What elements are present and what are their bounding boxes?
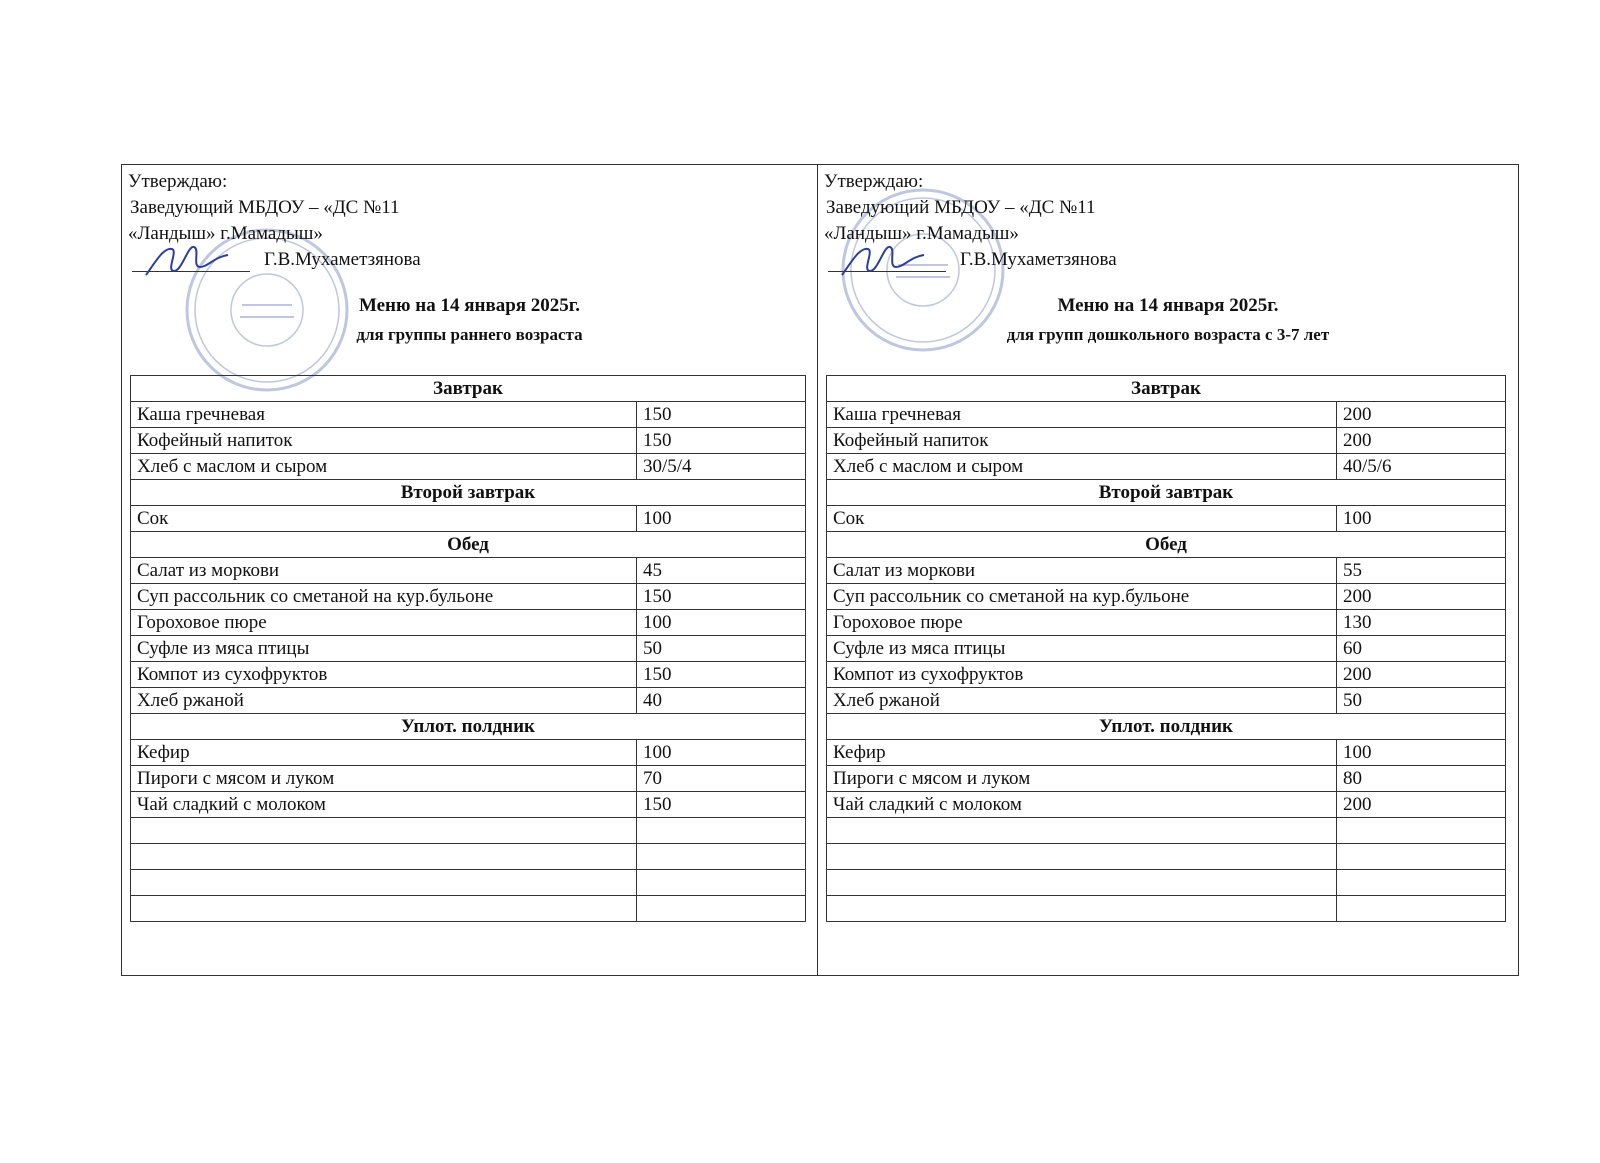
dish-amount: 55 — [1337, 558, 1506, 584]
signature-row — [824, 247, 1117, 275]
dish-name: Суфле из мяса птицы — [827, 636, 1337, 662]
table-row — [827, 688, 1506, 714]
table-row — [827, 428, 1506, 454]
menu-table — [130, 375, 806, 922]
dish-amount: 100 — [637, 506, 806, 532]
signer-name: Г.В.Мухаметзянова — [264, 249, 421, 270]
menu-subtitle: для группы раннего возраста — [356, 325, 583, 344]
dish-name: Гороховое пюре — [131, 610, 637, 636]
early-age-menu — [122, 165, 818, 975]
table-row — [827, 506, 1506, 532]
dish-amount: 40 — [637, 688, 806, 714]
empty-row — [131, 870, 806, 896]
org-line: «Ландыш» г.Мамадыш» — [128, 223, 323, 244]
dish-name: Чай сладкий с молоком — [131, 792, 637, 818]
dish-name: Кофейный напиток — [131, 428, 637, 454]
empty-row — [131, 844, 806, 870]
dish-name: Кефир — [827, 740, 1337, 766]
approval-block — [824, 169, 1117, 275]
table-row — [827, 636, 1506, 662]
dish-amount: 100 — [1337, 506, 1506, 532]
dish-name: Пироги с мясом и луком — [827, 766, 1337, 792]
dish-name: Компот из сухофруктов — [131, 662, 637, 688]
table-row — [131, 740, 806, 766]
dish-amount: 100 — [637, 740, 806, 766]
dish-name: Хлеб с маслом и сыром — [131, 454, 637, 480]
dish-amount: 150 — [637, 428, 806, 454]
dish-name: Суп рассольник со сметаной на кур.бульоне — [827, 584, 1337, 610]
menu-title: Меню на 14 января 2025г. — [358, 295, 581, 316]
dish-name: Кофейный напиток — [827, 428, 1337, 454]
signature-row — [128, 247, 421, 275]
table-row — [131, 558, 806, 584]
dish-amount: 200 — [1337, 662, 1506, 688]
dish-amount: 200 — [1337, 792, 1506, 818]
table-row — [131, 688, 806, 714]
menu-subtitle: для групп дошкольного возраста с 3-7 лет — [1006, 325, 1330, 344]
table-row — [827, 584, 1506, 610]
dish-name: Сок — [131, 506, 637, 532]
table-row — [131, 454, 806, 480]
handwritten-signature — [142, 241, 232, 281]
dish-amount: 130 — [1337, 610, 1506, 636]
approve-label: Утверждаю: — [128, 171, 228, 192]
position-line: Заведующий МБДОУ – «ДС №11 — [130, 197, 400, 218]
dish-name: Суп рассольник со сметаной на кур.бульоне — [131, 584, 637, 610]
dish-amount: 150 — [637, 792, 806, 818]
table-row — [131, 428, 806, 454]
menu-table — [826, 375, 1506, 922]
dish-amount: 50 — [637, 636, 806, 662]
position-line: Заведующий МБДОУ – «ДС №11 — [826, 197, 1096, 218]
dish-amount: 200 — [1337, 428, 1506, 454]
dish-name: Пироги с мясом и луком — [131, 766, 637, 792]
approve-label: Утверждаю: — [824, 171, 924, 192]
empty-row — [131, 896, 806, 922]
section-heading: Второй завтрак — [827, 480, 1506, 506]
table-row — [827, 402, 1506, 428]
section-heading: Второй завтрак — [131, 480, 806, 506]
dish-name: Хлеб ржаной — [827, 688, 1337, 714]
dish-name: Каша гречневая — [827, 402, 1337, 428]
dish-amount: 30/5/4 — [637, 454, 806, 480]
table-row — [131, 402, 806, 428]
dish-amount: 150 — [637, 662, 806, 688]
table-row — [827, 740, 1506, 766]
table-row — [827, 454, 1506, 480]
handwritten-signature — [838, 241, 928, 281]
table-row — [827, 558, 1506, 584]
dish-amount: 150 — [637, 402, 806, 428]
table-row — [131, 506, 806, 532]
dish-name: Хлеб с маслом и сыром — [827, 454, 1337, 480]
dish-amount: 150 — [637, 584, 806, 610]
dish-amount: 60 — [1337, 636, 1506, 662]
table-row — [827, 792, 1506, 818]
table-row — [827, 662, 1506, 688]
table-row — [131, 584, 806, 610]
dish-amount: 200 — [1337, 402, 1506, 428]
dish-name: Сок — [827, 506, 1337, 532]
dish-amount: 200 — [1337, 584, 1506, 610]
dish-name: Салат из моркови — [131, 558, 637, 584]
dish-name: Гороховое пюре — [827, 610, 1337, 636]
dish-name: Чай сладкий с молоком — [827, 792, 1337, 818]
approval-block — [128, 169, 421, 275]
section-heading: Обед — [827, 532, 1506, 558]
empty-row — [827, 870, 1506, 896]
table-row — [131, 766, 806, 792]
empty-row — [827, 896, 1506, 922]
preschool-menu — [818, 165, 1518, 975]
dish-name: Каша гречневая — [131, 402, 637, 428]
menu-sheet — [121, 164, 1519, 976]
section-heading: Уплот. полдник — [131, 714, 806, 740]
dish-amount: 50 — [1337, 688, 1506, 714]
dish-amount: 100 — [637, 610, 806, 636]
table-row — [131, 636, 806, 662]
empty-row — [827, 844, 1506, 870]
empty-row — [131, 818, 806, 844]
menu-title: Меню на 14 января 2025г. — [1057, 295, 1279, 316]
table-row — [131, 610, 806, 636]
section-heading: Уплот. полдник — [827, 714, 1506, 740]
dish-name: Салат из моркови — [827, 558, 1337, 584]
table-row — [131, 792, 806, 818]
section-heading: Завтрак — [827, 376, 1506, 402]
section-heading: Завтрак — [131, 376, 806, 402]
empty-row — [827, 818, 1506, 844]
dish-amount: 80 — [1337, 766, 1506, 792]
dish-name: Компот из сухофруктов — [827, 662, 1337, 688]
table-row — [827, 610, 1506, 636]
org-line: «Ландыш» г.Мамадыш» — [824, 223, 1019, 244]
dish-name: Суфле из мяса птицы — [131, 636, 637, 662]
table-row — [827, 766, 1506, 792]
dish-name: Хлеб ржаной — [131, 688, 637, 714]
section-heading: Обед — [131, 532, 806, 558]
dish-amount: 45 — [637, 558, 806, 584]
dish-amount: 100 — [1337, 740, 1506, 766]
dish-name: Кефир — [131, 740, 637, 766]
dish-amount: 40/5/6 — [1337, 454, 1506, 480]
table-row — [131, 662, 806, 688]
signer-name: Г.В.Мухаметзянова — [960, 249, 1117, 270]
dish-amount: 70 — [637, 766, 806, 792]
